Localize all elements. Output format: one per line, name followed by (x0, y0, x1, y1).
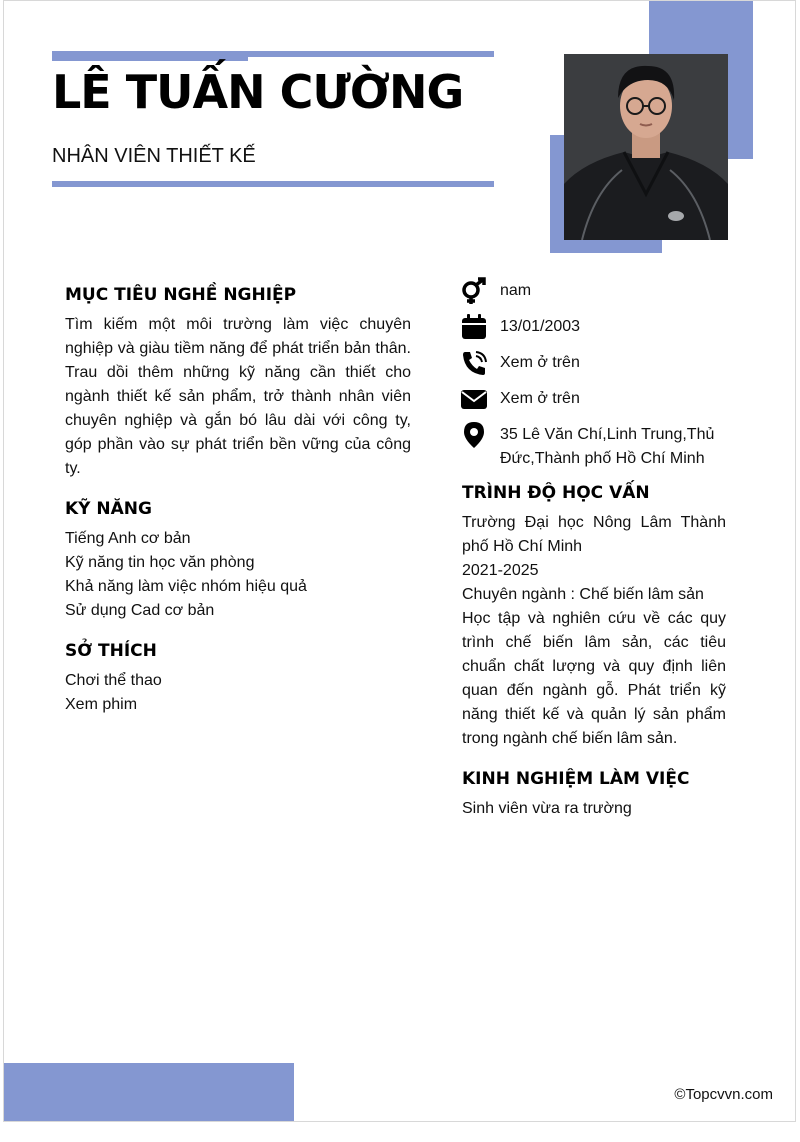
phone-value: Xem ở trên (500, 354, 580, 371)
hobbies-title: SỞ THÍCH (65, 641, 157, 661)
contact-email (460, 385, 740, 413)
profile-photo (564, 54, 728, 240)
skills-section (65, 499, 411, 623)
portrait-image (564, 54, 728, 240)
education-major: Chuyên ngành : Chế biến lâm sản (462, 586, 704, 603)
copyright-text: ©Topcvvn.com (674, 1086, 773, 1103)
phone-icon (460, 349, 488, 377)
hobbies-section (65, 641, 411, 717)
education-description: Học tập và nghiên cứu về các quy trình chế biến lâm sản, các tiêu chuẩn chất lượng và quy định liên quan đến ngành gỗ. Phát triển kỹ năng thiết kế và quản lý sản phẩm trong ngành chế biến lâm sản. (462, 610, 726, 747)
calendar-icon (460, 313, 488, 341)
header-bottom-bar (52, 181, 494, 187)
address-value: 35 Lê Văn Chí,Linh Trung,Thủ Đức,Thành phố Hồ Chí Minh (500, 426, 715, 467)
contact-info (460, 277, 740, 479)
skill-item: Kỹ năng tin học văn phòng (65, 554, 255, 571)
hobby-item: Xem phim (65, 696, 138, 713)
skill-item: Khả năng làm việc nhóm hiệu quả (65, 578, 307, 595)
location-icon (460, 421, 488, 449)
skill-item: Sử dụng Cad cơ bản (65, 602, 215, 619)
resume-page (4, 1, 795, 1121)
objective-text: Tìm kiếm một môi trường làm việc chuyên nghiệp và giàu tiềm năng để phát triển bản thân. Trau dồi thêm những kỹ năng cần thiết cho ngành thiết kế sản phẩm, trở thành nhân viên chuyên nghiệp và gắn bó lâu dài với công ty, góp phần vào sự phát triển bền vững của công ty. (65, 316, 411, 477)
skill-item: Tiếng Anh cơ bản (65, 530, 191, 547)
experience-section (462, 769, 726, 821)
objective-section (65, 285, 411, 481)
candidate-name: LÊ TUẤN CƯỜNG (52, 65, 464, 119)
experience-title: KINH NGHIỆM LÀM VIỆC (462, 769, 690, 789)
email-icon (460, 385, 488, 413)
header-top-bar-thick (52, 51, 248, 61)
contact-gender (460, 277, 740, 305)
skills-list (65, 527, 411, 623)
objective-title: MỤC TIÊU NGHỀ NGHIỆP (65, 285, 297, 305)
education-school: Trường Đại học Nông Lâm Thành phố Hồ Chí Minh (462, 514, 726, 555)
hobbies-list (65, 669, 411, 717)
footer-accent-bar (4, 1063, 294, 1121)
hobby-item: Chơi thể thao (65, 672, 162, 689)
gender-icon (460, 277, 488, 305)
left-column (65, 285, 411, 735)
gender-value: nam (500, 282, 532, 299)
candidate-role: NHÂN VIÊN THIẾT KẾ (52, 145, 256, 167)
experience-text: Sinh viên vừa ra trường (462, 800, 632, 817)
contact-address (460, 421, 740, 471)
right-column (462, 483, 726, 839)
birthday-value: 13/01/2003 (500, 318, 581, 335)
education-section (462, 483, 726, 751)
education-years: 2021-2025 (462, 562, 539, 579)
contact-birthday (460, 313, 740, 341)
education-title: TRÌNH ĐỘ HỌC VẤN (462, 483, 650, 503)
email-value: Xem ở trên (500, 390, 580, 407)
contact-phone (460, 349, 740, 377)
skills-title: KỸ NĂNG (65, 499, 152, 519)
